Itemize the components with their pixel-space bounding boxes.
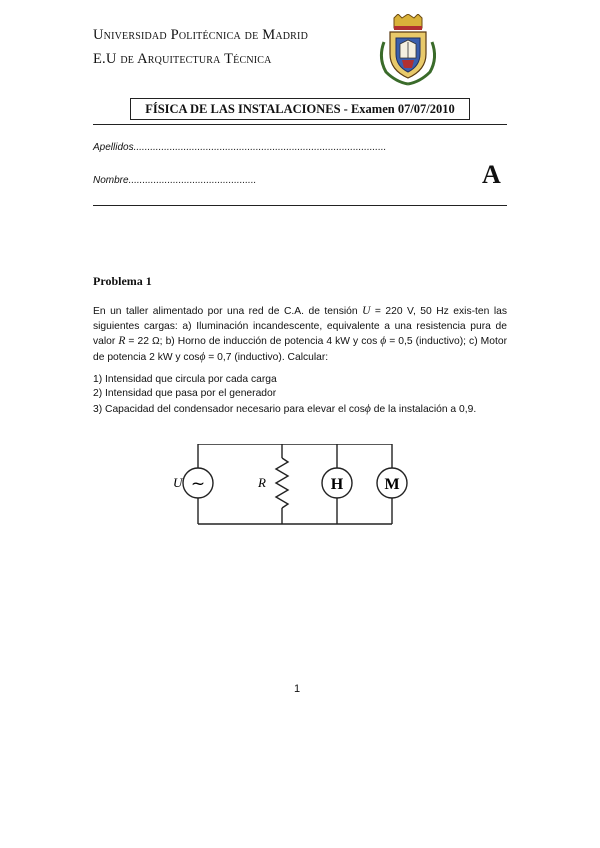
exam-version-letter: A [482, 160, 501, 189]
motor-label: M [384, 476, 400, 493]
question-item: 3) Capacidad del condensador necesario para elevar el cosϕ de la instalación a 0,9. [93, 402, 477, 415]
exam-title-box: FÍSICA DE LAS INSTALACIONES - Examen 07/07/2010 [130, 98, 470, 120]
name-section-divider [93, 205, 507, 206]
resistor-label: R [258, 475, 266, 490]
source-label: U [173, 475, 183, 490]
oven-label: H [330, 476, 344, 493]
university-crest-logo [376, 14, 440, 86]
questions-list [93, 373, 476, 417]
apellidos-field: Apellidos........................................................................................... [93, 142, 387, 153]
school-name: E.U de Arquitectura Técnica [93, 51, 272, 67]
question-item: 2) Intensidad que pasa por el generador [93, 388, 277, 400]
source-tilde-label: ~ [190, 474, 206, 494]
nombre-field: Nombre.............................................. [93, 175, 257, 186]
university-name: Universidad Politécnica de Madrid [93, 27, 308, 43]
circuit-diagram [160, 444, 420, 534]
header-divider [93, 124, 507, 125]
problem-statement: En un taller alimentado por una red de C.A. de tensión U = 220 V, 50 Hz exis-ten las siguientes cargas: a) Iluminación incandescente, equivalente a una resistencia pura de valor R = 22 Ω; b) Horno de inducción de potencia 4 kW y cos ϕ = 0,5 (inductivo); c) Motor de potencia 2 kW y cosϕ = 0,7 (inductivo). Calcular: [93, 305, 507, 363]
question-item: 1) Intensidad que circula por cada carga [93, 374, 277, 385]
problem-heading: Problema 1 [93, 274, 152, 288]
page-number: 1 [294, 683, 301, 695]
